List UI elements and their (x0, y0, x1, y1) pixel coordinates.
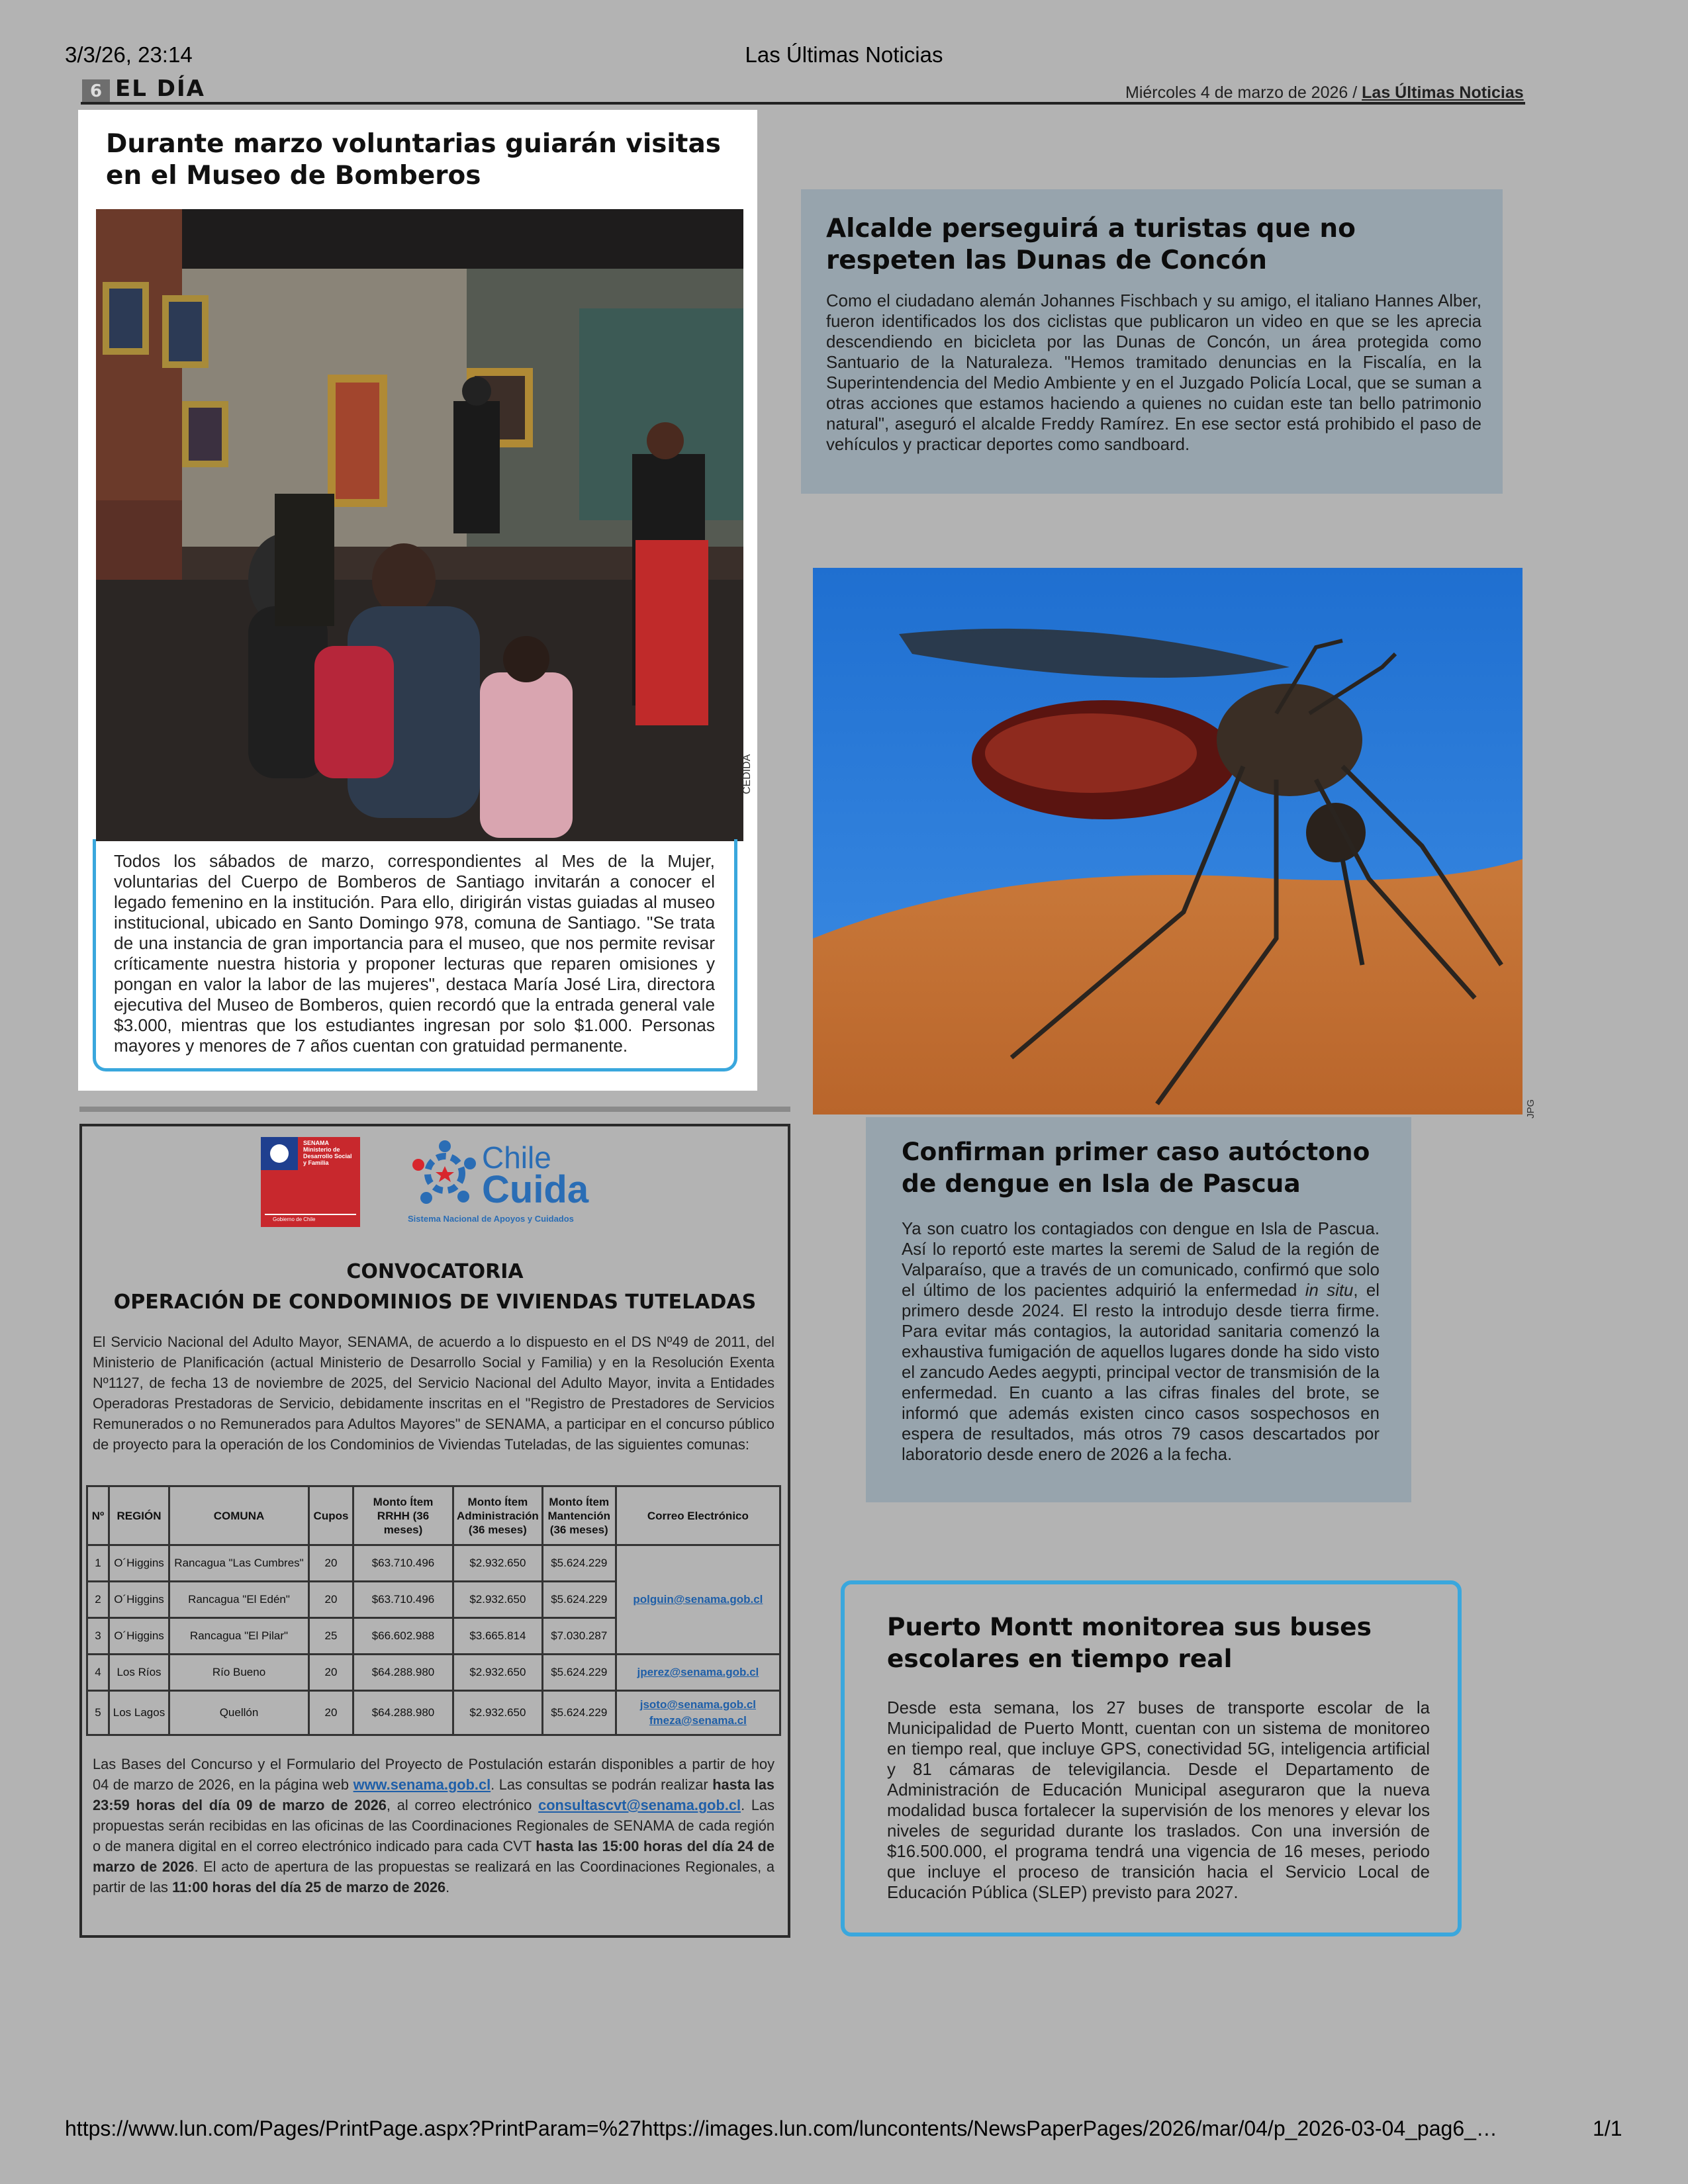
print-datetime: 3/3/26, 23:14 (65, 42, 193, 67)
consultas-email-link[interactable]: consultascvt@senama.gob.cl (538, 1797, 741, 1813)
email-link-los-rios[interactable]: jperez@senama.gob.cl (616, 1655, 780, 1691)
museum-article-body: Todos los sábados de marzo, correspondientes al Mes de la Mujer, voluntarias del Cuerpo de Bomberos de Santiago invitarán a conocer el legado femenino en la institución. Para ello, dirigirán vistas guiadas al museo institucional, ubicado en Santo Domingo 978, comuna de Santiago. "Se trata de una instancia de gran importancia para el museo, que nos permite revisar críticamente nuestra historia y proponer lecturas que reparen omisiones y pongan en valor la labor de las mujeres", destaca María José Lira, directora ejecutiva del Museo de Bomberos, quien recordó que la entrada general vale $3.000, mientras que los estudiantes ingresan por solo $1.000. Personas mayores y menores de 7 años cuentan con gratuidad permanente. (114, 851, 715, 1056)
chile-cuida-word2: Cuida (482, 1168, 589, 1211)
print-site-title: Las Últimas Noticias (745, 42, 943, 67)
table-cell: 20 (309, 1545, 353, 1582)
dengue-body-italic: in situ (1305, 1281, 1354, 1300)
ad-deadline-propuestas: hasta las 15:00 horas del día 24 de marzo de 2026 (93, 1838, 774, 1875)
mosquito-photo (813, 568, 1523, 1115)
col-header: Monto Ítem Mantención (36 meses) (542, 1486, 616, 1545)
senama-logo-text: SENAMA Ministerio de Desarrollo Social y Familia (303, 1140, 352, 1166)
museum-photo-credit: CEDIDA (741, 754, 753, 794)
senama-website-link[interactable]: www.senama.gob.cl (353, 1776, 491, 1793)
col-header: COMUNA (169, 1486, 309, 1545)
chile-cuida-word1: Chile (482, 1140, 551, 1175)
table-cell: Rancagua "El Pilar" (169, 1618, 309, 1655)
ad-deadline-apertura: 11:00 horas del día 25 de marzo de 2026 (171, 1879, 446, 1895)
table-row (87, 1655, 780, 1691)
ad-footer-part: . El acto de apertura de las propuestas se realizará en las Coordinaciones Regionales, a partir de las (93, 1858, 774, 1895)
table-cell: $2.932.650 (453, 1545, 543, 1582)
table-cell: 1 (87, 1545, 109, 1582)
email-link-ohiggins[interactable]: polguin@senama.gob.cl (616, 1545, 780, 1655)
table-cell: $2.932.650 (453, 1691, 543, 1735)
table-cell: Quellón (169, 1691, 309, 1735)
col-header: Monto Ítem Administración (36 meses) (453, 1486, 543, 1545)
page-number-badge: 6 (82, 79, 110, 103)
table-cell: O´Higgins (109, 1545, 169, 1582)
table-cell: $63.710.496 (353, 1545, 453, 1582)
table-cell: $5.624.229 (542, 1582, 616, 1618)
table-cell: $2.932.650 (453, 1655, 543, 1691)
dunas-article-title: Alcalde perseguirá a turistas que no respeten las Dunas de Concón (826, 214, 1356, 275)
ad-intro-text: El Servicio Nacional del Adulto Mayor, SENAMA, de acuerdo a lo dispuesto en el DS Nº49 de 2011, del Ministerio de Planificación (actual Ministerio de Desarrollo Social y Familia) y en la Resolución Exenta Nº1127, de fecha 13 de noviembre de 2025, del Servicio Nacional del Adulto Mayor, invita a Entidades Operadoras Prestadoras de Servicio, debidamente inscritas en el "Registro de Prestadores de Servicios Remunerados o no Remunerados para Adultos Mayores" de SENAMA, a participar en el concurso público de proyecto para la operación de los Condominios de Viviendas Tuteladas, de las siguientes comunas: (93, 1334, 774, 1453)
col-header: Nº (87, 1486, 109, 1545)
condominios-table (86, 1485, 781, 1736)
email-link-los-lagos-2[interactable]: fmeza@senama.cl (649, 1714, 747, 1727)
table-row (87, 1691, 780, 1735)
email-cell-los-lagos (616, 1691, 780, 1735)
ad-deadline-consultas: hasta las 23:59 horas del día 09 de marzo de 2026 (93, 1776, 775, 1813)
table-header-row (87, 1486, 780, 1545)
col-header: Correo Electrónico (616, 1486, 780, 1545)
table-cell: $2.932.650 (453, 1582, 543, 1618)
print-url: https://www.lun.com/Pages/PrintPage.aspx?PrintParam=%27https://images.lun.com/luncontents/NewsPaperPages/2026/mar/04/p_2026-03-04_pag6_… (65, 2116, 1497, 2140)
table-cell: O´Higgins (109, 1618, 169, 1655)
ad-top-rule (79, 1107, 790, 1112)
table-cell: O´Higgins (109, 1582, 169, 1618)
table-cell: 4 (87, 1655, 109, 1691)
ad-footer-text (93, 1754, 774, 1897)
puerto-montt-article-title: Puerto Montt monitorea sus buses escolares en tiempo real (887, 1612, 1372, 1673)
col-header: Cupos (309, 1486, 353, 1545)
table-cell: 2 (87, 1582, 109, 1618)
ad-title: CONVOCATORIA (346, 1260, 524, 1283)
table-cell: 20 (309, 1691, 353, 1735)
email-link-los-lagos-1[interactable]: jsoto@senama.gob.cl (639, 1698, 757, 1711)
ad-footer-part: Las Bases del Concurso y el Formulario del Proyecto de Postulación estarán disponibles a partir de hoy 04 de marzo de 2026, en la página web (93, 1756, 774, 1793)
table-cell: Los Lagos (109, 1691, 169, 1735)
mosquito-illustration (813, 568, 1523, 1115)
table-cell: $5.624.229 (542, 1545, 616, 1582)
chile-cuida-subtitle: Sistema Nacional de Apoyos y Cuidados (408, 1214, 574, 1224)
table-cell: $64.288.980 (353, 1691, 453, 1735)
dengue-article-title: Confirman primer caso autóctono de dengue en Isla de Pascua (902, 1137, 1370, 1198)
ad-footer-part: . (445, 1879, 450, 1895)
table-cell: $3.665.814 (453, 1618, 543, 1655)
dengue-body-part1: Ya son cuatro los contagiados con dengue en Isla de Pascua. Así lo reportó este martes la seremi de Salud de la región de Valparaíso, que a través de un comunicado, confirmó que solo el último de los pacientes adquirió la enfermedad (902, 1220, 1380, 1300)
table-cell: $5.624.229 (542, 1655, 616, 1691)
gobierno-logo-text: Gobierno de Chile (273, 1216, 316, 1222)
table-cell: $7.030.287 (542, 1618, 616, 1655)
table-cell: $5.624.229 (542, 1691, 616, 1735)
puerto-montt-article-body: Desde esta semana, los 27 buses de transporte escolar de la Municipalidad de Puerto Montt, cuentan con un sistema de monitoreo en tiempo real, que incluye GPS, conectividad 5G, inteligencia artificial y 81 cámaras de televigilancia. Desde el Departamento de Administración de Educación Municipal aseguraron que la nueva modalidad busca fortalecer la supervisión de los menores y elevar los niveles de seguridad durante los traslados. Con una inversión de $16.500.000, el programa tendrá una vigencia de 16 meses, periodo que incluye el proceso de transición hacia el Servicio Local de Educación Pública (SLEP) previsto para 2027. (887, 1699, 1430, 1902)
section-name: EL DÍA (115, 75, 205, 102)
table-cell: 5 (87, 1691, 109, 1735)
issue-date: Miércoles 4 de marzo de 2026 (1125, 83, 1348, 102)
header-rule (81, 102, 1525, 105)
chile-cuida-logo-mark (405, 1137, 485, 1210)
dengue-body-part2: , el primero desde 2024. El resto la introdujo desde tierra firme. Para evitar más contagios, la autoridad sanitaria comenzó la exhaustiva fumigación de aquellos lugares donde ha sido visto el zancudo Aedes aegypti, principal vector de transmisión de la enfermedad. En cuanto a las cifras finales del brote, se informó que además existen cinco casos sospechosos en espera de resultados, más otros 79 casos descartados por laboratorio desde enero de 2026 a la fecha. (902, 1281, 1380, 1464)
table-cell: Rancagua "El Edén" (169, 1582, 309, 1618)
issue-separator: / (1348, 83, 1362, 102)
issue-date-line (1125, 83, 1525, 103)
table-cell: $66.602.988 (353, 1618, 453, 1655)
print-page-counter: 1/1 (1593, 2116, 1622, 2140)
table-cell: Río Bueno (169, 1655, 309, 1691)
table-cell: Los Ríos (109, 1655, 169, 1691)
ad-subtitle: OPERACIÓN DE CONDOMINIOS DE VIVIENDAS TUTELADAS (113, 1291, 757, 1314)
table-cell: $64.288.980 (353, 1655, 453, 1691)
table-cell: 20 (309, 1655, 353, 1691)
paper-name: Las Últimas Noticias (1362, 83, 1524, 102)
ad-footer-part: . Las propuestas serán recibidas en las oficinas de las Coordinaciones Regionales de SENAMA de cada región o de manera digital en el correo electrónico indicado para cada CVT (93, 1797, 775, 1854)
museum-photo (96, 209, 743, 841)
table-row (87, 1545, 780, 1582)
table-cell: Rancagua "Las Cumbres" (169, 1545, 309, 1582)
dunas-article-body: Como el ciudadano alemán Johannes Fischbach y su amigo, el italiano Hannes Alber, fueron identificados los dos ciclistas que publicaron un video en que se les aprecia descendiendo en bicicleta por las Dunas de Concón, un área protegida como Santuario de la Naturaleza. "Hemos tramitado denuncias en la Fiscalía, en la Superintendencia del Medio Ambiente y en el Juzgado Policía Local, que se suman a otras acciones que estamos haciendo a quienes no cuidan este tan bello patrimonio natural", aseguró el alcalde Freddy Ramírez. En ese sector está prohibido el paso de vehículos y practicar deportes como sandboard. (826, 292, 1481, 454)
museum-photo-illustration (96, 209, 743, 841)
ad-footer-part: , al correo electrónico (386, 1797, 539, 1813)
table-cell: $63.710.496 (353, 1582, 453, 1618)
dengue-article-body (902, 1219, 1380, 1465)
museum-article-title: Durante marzo voluntarias guiarán visitas en el Museo de Bomberos (106, 129, 721, 191)
ad-footer-part: . Las consultas se podrán realizar (491, 1776, 713, 1793)
table-cell: 20 (309, 1582, 353, 1618)
table-cell: 3 (87, 1618, 109, 1655)
mosquito-photo-credit: JPG (1525, 1099, 1536, 1118)
table-cell: 25 (309, 1618, 353, 1655)
col-header: REGIÓN (109, 1486, 169, 1545)
col-header: Monto Ítem RRHH (36 meses) (353, 1486, 453, 1545)
